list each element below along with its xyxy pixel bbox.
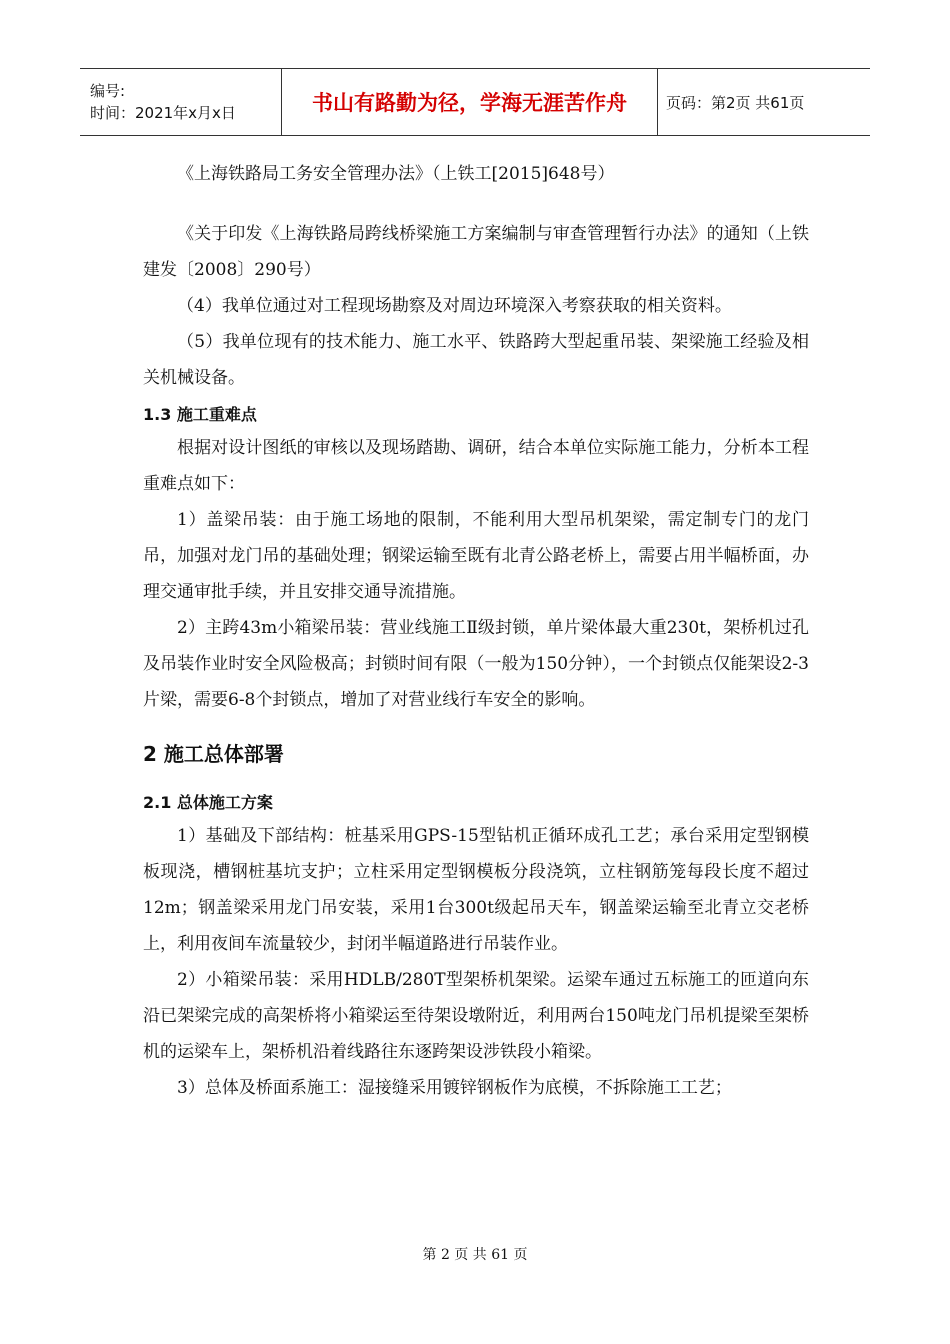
paragraph: 2）主跨43m小箱梁吊装：营业线施工Ⅱ级封锁，单片梁体最大重230t，架桥机过孔及吊装作业时安全风险极高；封锁时间有限（一般为150分钟），一个封锁点仅能架设2-3片梁，需要6-8个封锁点，增加了对营业线行车安全的影响。	[143, 618, 809, 710]
header-meta	[80, 69, 282, 135]
page-footer: 第 2 页 共 61 页	[422, 1247, 528, 1263]
paragraph: 1）基础及下部结构：桩基采用GPS-15型钻机正循环成孔工艺；承台采用定型钢模板现浇，槽钢桩基坑支护；立柱采用定型钢模板分段浇筑，立柱钢筋笼每段长度不超过12m；钢盖梁采用龙门吊安装，采用1台300t级起吊天车，钢盖梁运输至北青立交老桥上，利用夜间车流量较少，封闭半幅道路进行吊装作业。	[143, 826, 809, 954]
header-page-info: 页码：第2页 共61页	[666, 93, 805, 112]
paragraph: 2）小箱梁吊装：采用HDLB/280T型架桥机架梁。运梁车通过五标施工的匝道向东沿已架梁完成的高架桥将小箱梁运至待架设墩附近，利用两台150吨龙门吊机提梁至架桥机的运梁车上，架桥机沿着线路往东逐跨架设涉铁段小箱梁。	[143, 970, 809, 1062]
paragraph: 3）总体及桥面系施工：湿接缝采用镀锌钢板作为底模，不拆除施工工艺；	[177, 1078, 732, 1098]
paragraph: 《上海铁路局工务安全管理办法》（上铁工[2015]648号）	[177, 164, 615, 184]
paragraph: （5）我单位现有的技术能力、施工水平、铁路跨大型起重吊装、架梁施工经验及相关机械设备。	[143, 332, 809, 388]
section-heading-2-1: 2.1 总体施工方案	[143, 793, 273, 812]
paragraph: 《关于印发《上海铁路局跨线桥梁施工方案编制与审查管理暂行办法》的通知（上铁建发〔2008〕290号）	[143, 224, 809, 280]
paragraph: 1）盖梁吊装：由于施工场地的限制，不能利用大型吊机架梁，需定制专门的龙门吊，加强对龙门吊的基础处理；钢梁运输至既有北青公路老桥上，需要占用半幅桥面，办理交通审批手续，并且安排交通导流措施。	[143, 510, 809, 602]
paragraph: 根据对设计图纸的审核以及现场踏勘、调研，结合本单位实际施工能力，分析本工程重难点如下：	[143, 438, 809, 494]
section-heading-2: 2 施工总体部署	[143, 742, 284, 766]
document-number-label: 编号:	[90, 82, 126, 100]
paragraph: （4）我单位通过对工程现场勘察及对周边环境深入考察获取的相关资料。	[177, 296, 732, 316]
header-motto: 书山有路勤为径，学海无涯苦作舟	[282, 69, 658, 135]
document-time-label: 时间：2021年x月x日	[90, 104, 236, 122]
page-header	[80, 68, 870, 136]
document-body	[143, 156, 809, 1106]
section-heading-1-3: 1.3 施工重难点	[143, 405, 257, 424]
